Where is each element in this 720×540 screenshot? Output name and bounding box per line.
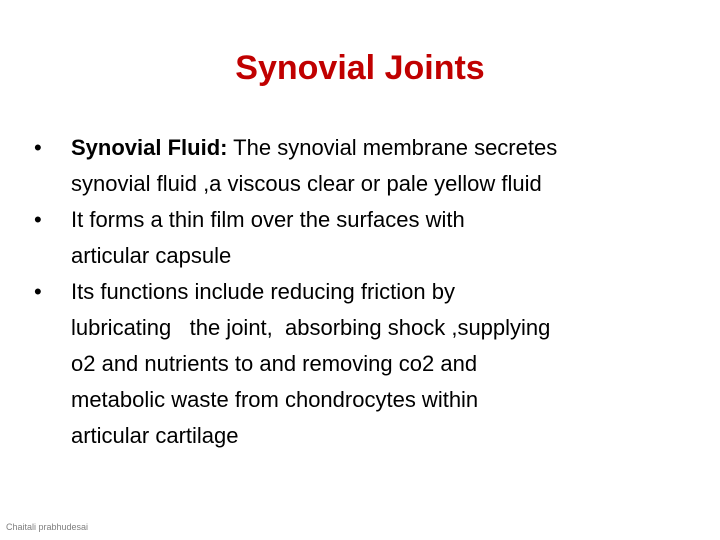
bullet-marker: •: [34, 135, 42, 160]
bullet-item-functions: [30, 274, 690, 454]
bullet-line: [71, 130, 690, 166]
bullet-line: o2 and nutrients to and removing co2 and: [71, 351, 478, 376]
bullet-line: lubricating the joint, absorbing shock ,supplying: [71, 315, 551, 340]
bullet-line: Its functions include reducing friction by: [71, 279, 455, 304]
bullet-list: [30, 130, 690, 454]
bullet-line: articular capsule: [71, 243, 232, 268]
bullet-line: articular cartilage: [71, 423, 239, 448]
bullet-line: It forms a thin film over the surfaces with: [71, 207, 465, 232]
slide-title: Synovial Joints: [235, 49, 485, 87]
bullet-marker: •: [34, 207, 42, 232]
bullet-term: Synovial Fluid:: [71, 135, 228, 160]
bullet-text: The synovial membrane secretes: [227, 135, 558, 160]
bullet-marker: •: [34, 279, 42, 304]
bullet-line: synovial fluid ,a viscous clear or pale yellow fluid: [71, 171, 542, 196]
bullet-item-thin-film: [30, 202, 690, 274]
bullet-item-synovial-fluid: [30, 130, 690, 202]
author-footer: Chaitali prabhudesai: [6, 522, 89, 532]
bullet-line: metabolic waste from chondrocytes within: [71, 387, 479, 412]
